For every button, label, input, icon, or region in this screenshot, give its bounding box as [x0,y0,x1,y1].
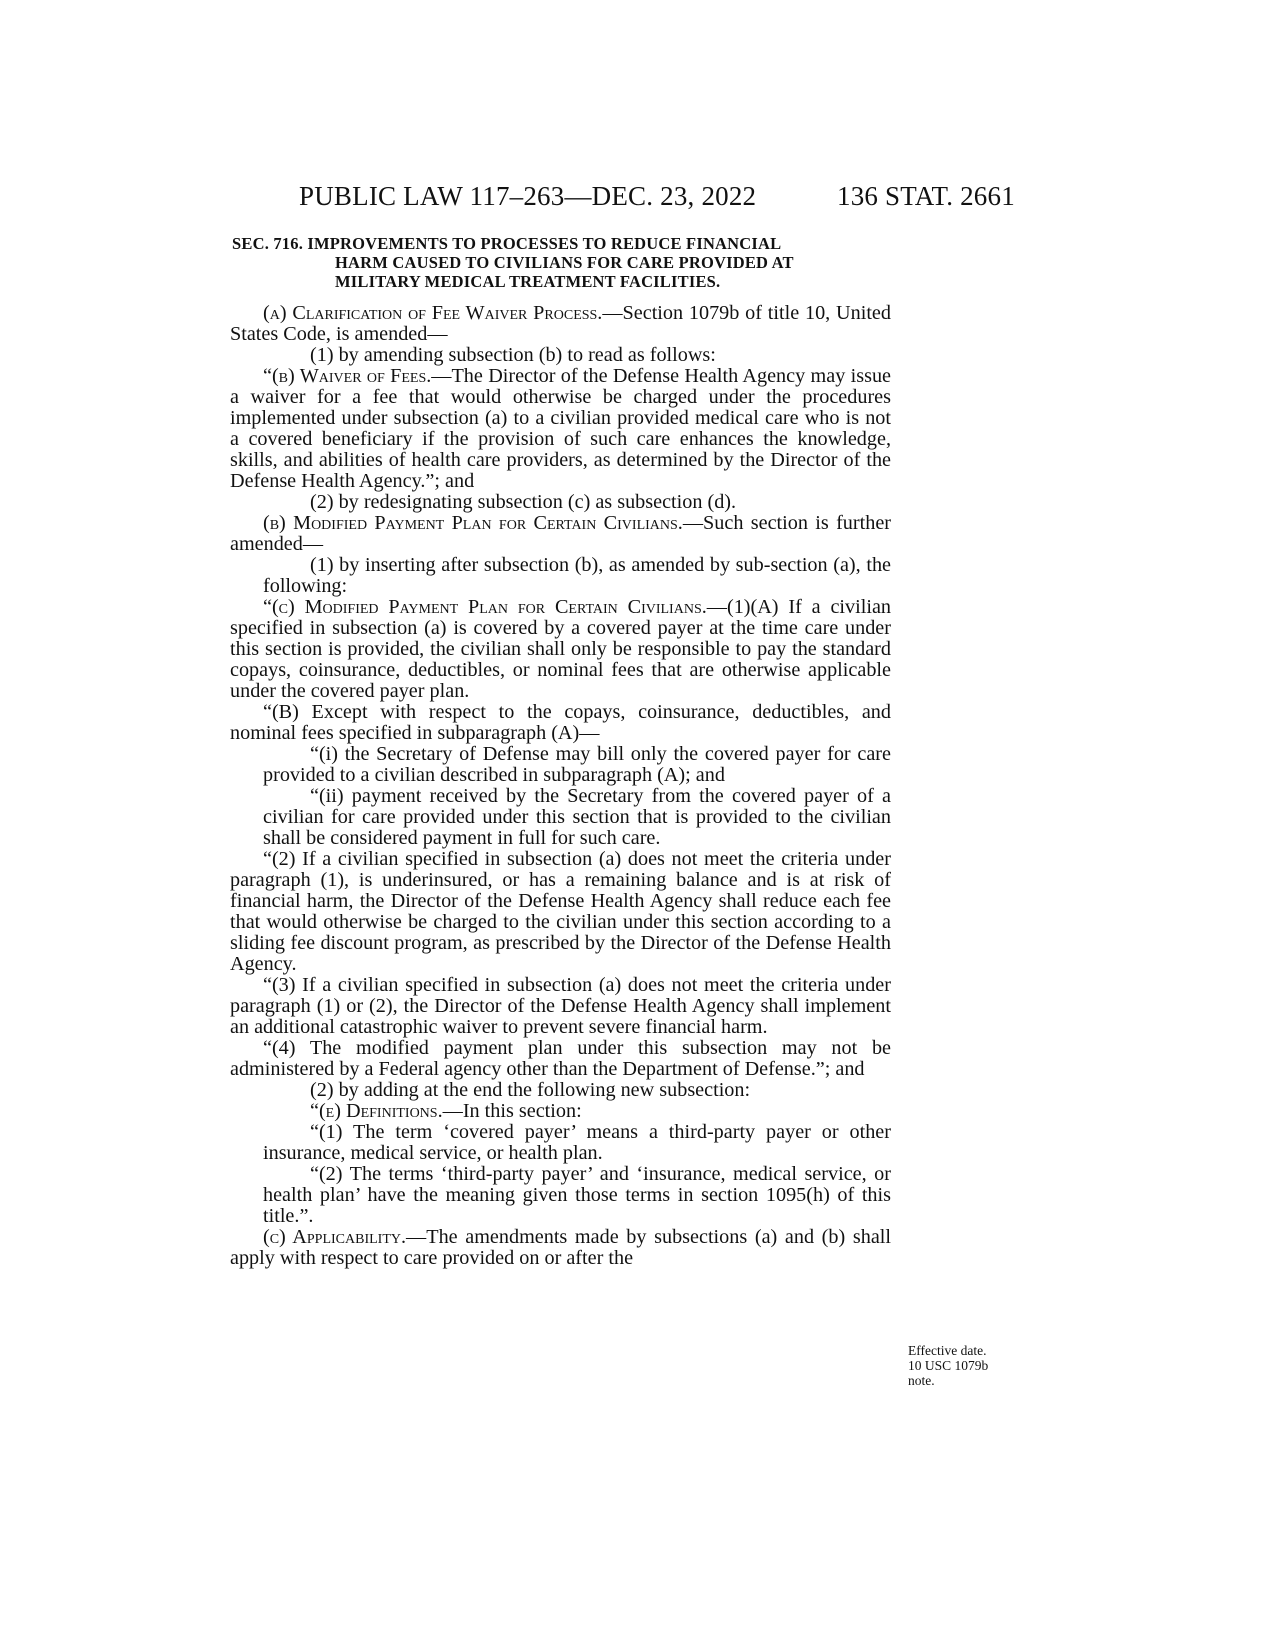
margin-note-line: Effective date. [908,1343,987,1358]
quoted-subsection-b [230,366,891,492]
quoted-paragraph-4: “(4) The modified payment plan under this subsection may not be administered by a Federal agency other than the Department of Defense.”; and [230,1037,891,1080]
definition-1: “(1) The term ‘covered payer’ means a third-party payer or other insurance, medical service, or health plan. [263,1121,891,1164]
paragraph-caption: “(b) Waiver of Fees. [263,365,432,387]
paragraph-text: —The Director of the Defense Health Agency may issue a waiver for a fee that would otherwise be charged under the procedures implemented under subsection (a) to a civilian provided medical care who is not a covered beneficiary if the provision of such care enhances the knowledge, skills, and abilities of health care providers, as determined by the Director of the Defense Health Agency.”; and [230,365,892,492]
paragraph-text: —(1)(A) If a civilian specified in subsection (a) is covered by a covered payer at the time care under this section is provided, the civilian shall only be responsible to pay the standard copays, coinsurance, deductibles, or nominal fees that are otherwise applicable under the covered payer plan. [230,596,891,702]
section-heading [232,234,893,291]
margin-note-line: note. [908,1373,935,1388]
paragraph-caption: (a) Clarification of Fee Waiver Process. [263,302,603,324]
paragraph-a [230,303,891,345]
paragraph-text: —In this section: [442,1100,582,1122]
stat-page-number: 136 STAT. 2661 [837,181,1015,211]
margin-note-line: 10 USC 1079b [908,1358,989,1373]
section-heading-line: SEC. 716. IMPROVEMENTS TO PROCESSES TO REDUCE FINANCIAL [232,234,782,253]
section-heading-line: MILITARY MEDICAL TREATMENT FACILITIES. [335,272,721,291]
paragraph-a-2: (2) by redesignating subsection (c) as subsection (d). [310,491,737,513]
paragraph-text: —The amendments made by subsections (a) and (b) shall apply with respect to care provided on or after the [230,1226,891,1269]
paragraph-b [230,513,891,555]
paragraph-caption: “(c) Modified Payment Plan for Certain Civilians. [263,596,707,618]
paragraph-a-1: (1) by amending subsection (b) to read as follows: [310,344,716,366]
paragraph-caption: (b) Modified Payment Plan for Certain Civilians. [263,512,683,534]
quoted-subparagraph-b: “(B) Except with respect to the copays, coinsurance, deductibles, and nominal fees specified in subparagraph (A)— [230,701,891,744]
quoted-paragraph-3: “(3) If a civilian specified in subsection (a) does not meet the criteria under paragraph (1) or (2), the Director of the Defense Health Agency shall implement an additional catastrophic waiver to prevent severe financial harm. [230,974,891,1038]
definition-2: “(2) The terms ‘third-party payer’ and ‘insurance, medical service, or health plan’ have the meaning given those terms in section 1095(h) of this title.”. [263,1163,891,1227]
margin-note [908,1343,1018,1388]
paragraph-text: —Such section is further amended— [230,512,892,555]
paragraph-b-2: (2) by adding at the end the following new subsection: [310,1079,751,1101]
quoted-subsection-c [230,597,891,702]
quoted-clause-ii: “(ii) payment received by the Secretary from the covered payer of a civilian for care provided under this section that is provided to the civilian shall be considered payment in full for such care. [263,785,891,849]
section-body [230,303,891,1269]
section-heading-line: HARM CAUSED TO CIVILIANS FOR CARE PROVIDED AT [335,253,794,272]
quoted-clause-i: “(i) the Secretary of Defense may bill only the covered payer for care provided to a civilian described in subparagraph (A); and [263,743,891,786]
paragraph-caption: (c) Applicability. [263,1226,407,1248]
quoted-paragraph-2: “(2) If a civilian specified in subsection (a) does not meet the criteria under paragraph (1), is underinsured, or has a remaining balance and is at risk of financial harm, the Director of the Defense Health Agency shall reduce each fee that would otherwise be charged to the civilian under this section according to a sliding fee discount program, as prescribed by the Director of the Defense Health Agency. [230,848,891,975]
page-header [0,181,1275,225]
paragraph-b-1: (1) by inserting after subsection (b), as amended by sub-section (a), the following: [263,554,891,597]
public-law-citation: PUBLIC LAW 117–263—DEC. 23, 2022 [299,181,757,211]
paragraph-text: —Section 1079b of title 10, United States Code, is amended— [230,302,891,345]
quoted-subsection-e [230,1101,891,1122]
paragraph-caption: “(e) Definitions. [310,1100,443,1122]
paragraph-c [230,1227,891,1269]
